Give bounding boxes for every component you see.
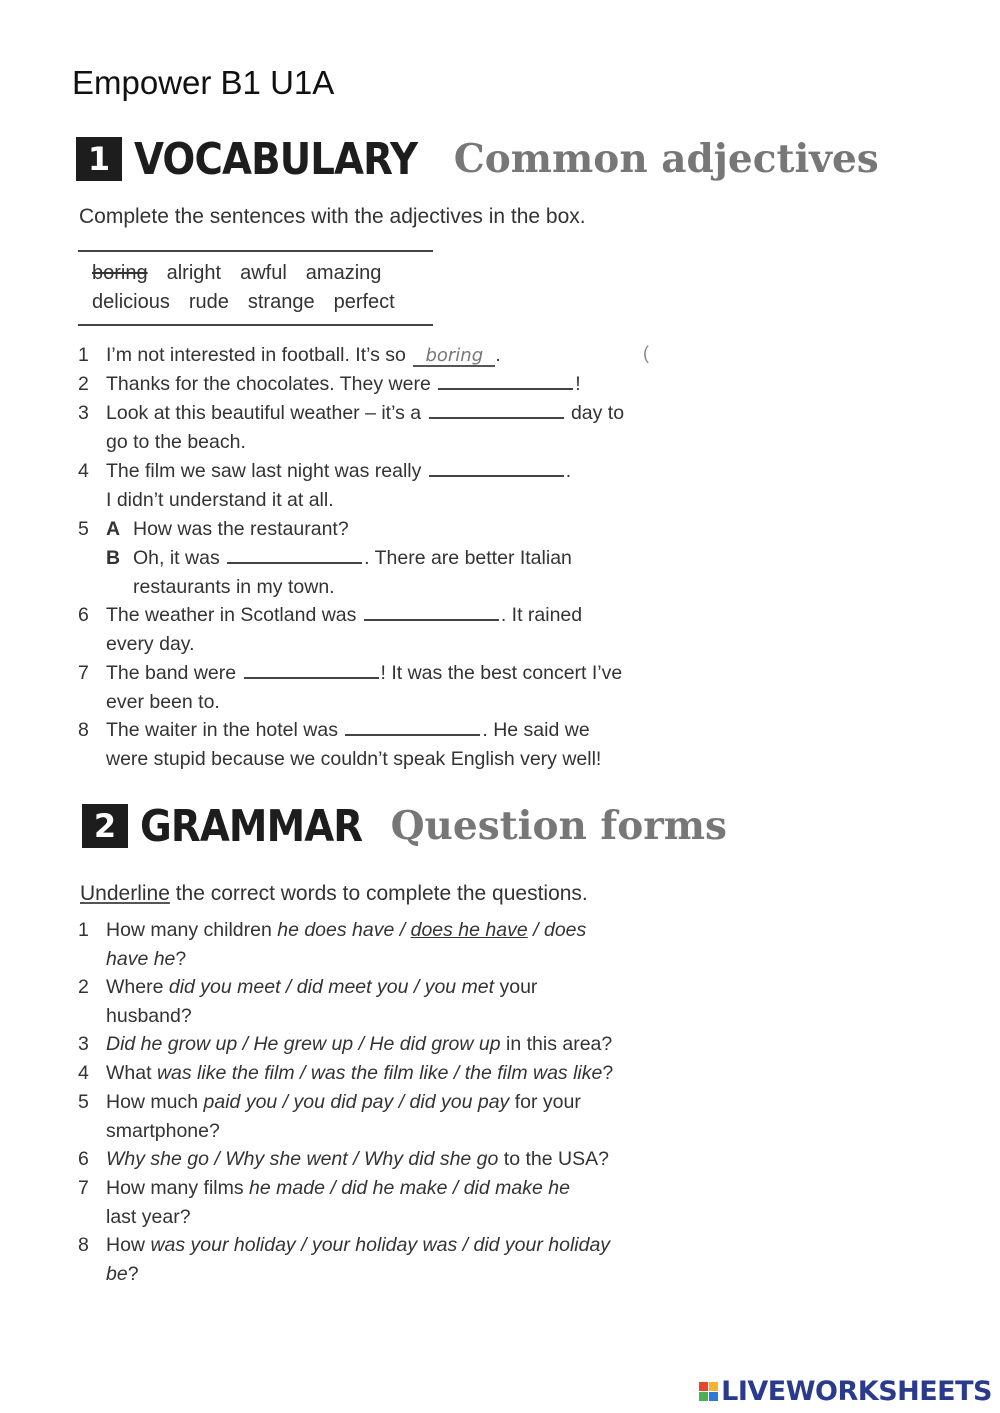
option[interactable]: Did he grow up xyxy=(106,1033,238,1055)
grammar-question-1: 1 How many children he does have / does he have / does have he? xyxy=(78,919,587,970)
word-box-word: rude xyxy=(188,291,229,313)
vocab-question-5: 5 A How was the restaurant? B Oh, it was . There are better Italian restaurants in my town. xyxy=(78,518,572,598)
liveworksheets-icon xyxy=(699,1382,718,1401)
grammar-question-4: 4 What was like the film / was the film like / the film was like? xyxy=(78,1062,614,1084)
option[interactable]: was your holiday xyxy=(150,1234,296,1256)
word-box-word: perfect xyxy=(333,291,395,313)
option[interactable]: was like the film xyxy=(156,1062,295,1084)
option[interactable]: did make he xyxy=(463,1177,570,1199)
option[interactable]: he does have xyxy=(277,919,395,941)
grammar-question-2: 2 Where did you meet / did meet you / you met your husband? xyxy=(78,976,538,1027)
word-box-word: awful xyxy=(240,262,287,284)
section-title: GRAMMAR xyxy=(140,800,363,852)
grammar-question-3: 3 Did he grow up / He grew up / He did grow up in this area? xyxy=(78,1033,613,1055)
grammar-question-8: 8 How was your holiday / your holiday was / did your holiday be? xyxy=(78,1234,611,1285)
answer-blank-filled[interactable]: boring xyxy=(413,347,495,367)
option[interactable]: did your holiday xyxy=(473,1234,611,1256)
word-box-word: delicious xyxy=(92,291,170,313)
option[interactable]: Why she went xyxy=(225,1148,348,1170)
option[interactable]: Why she go xyxy=(106,1148,209,1170)
vocab-question-1: 1 I’m not interested in football. It’s so boring . xyxy=(78,344,501,366)
vocab-question-7: 7 The band were ! It was the best concert I’ve ever been to. xyxy=(78,659,622,717)
stray-parenthesis: ( xyxy=(643,343,649,363)
option[interactable]: did he make xyxy=(341,1177,448,1199)
section-subtitle: Common adjectives xyxy=(453,136,879,182)
liveworksheets-logo xyxy=(699,1376,992,1407)
option[interactable]: was the film like xyxy=(310,1062,449,1084)
option[interactable]: you did pay xyxy=(293,1091,394,1113)
option[interactable]: He did grow up xyxy=(369,1033,501,1055)
grammar-section-header xyxy=(76,801,727,851)
option[interactable]: did you meet xyxy=(168,976,281,998)
option[interactable]: the film was like xyxy=(464,1062,603,1084)
word-box-word: boring xyxy=(92,262,148,284)
answer-blank[interactable] xyxy=(244,659,379,679)
answer-blank[interactable] xyxy=(345,716,480,736)
section-title: VOCABULARY xyxy=(134,133,418,185)
option-selected[interactable]: does he have xyxy=(410,919,528,941)
vocab-question-6: 6 The weather in Scotland was . It rained every day. xyxy=(78,601,582,659)
section-subtitle: Question forms xyxy=(390,803,727,849)
option[interactable]: your holiday was xyxy=(311,1234,458,1256)
word-box xyxy=(78,250,433,326)
grammar-question-6: 6 Why she go / Why she went / Why did she go to the USA? xyxy=(78,1148,609,1170)
grammar-instruction: Underline the correct words to complete the questions. xyxy=(80,882,588,905)
answer-blank[interactable] xyxy=(227,544,362,564)
option[interactable]: did you pay xyxy=(409,1091,510,1113)
option[interactable]: does xyxy=(543,919,587,941)
option[interactable]: he made xyxy=(249,1177,325,1199)
answer-blank[interactable] xyxy=(438,370,573,390)
option-continued[interactable]: have he xyxy=(106,947,176,970)
section-number-badge: 1 xyxy=(76,137,122,181)
grammar-question-5: 5 How much paid you / you did pay / did you pay for your smartphone? xyxy=(78,1091,581,1142)
answer-blank[interactable] xyxy=(429,457,564,477)
vocabulary-instruction: Complete the sentences with the adjectives in the box. xyxy=(79,205,586,228)
vocab-question-4: 4 The film we saw last night was really . I didn’t understand it at all. xyxy=(78,457,571,515)
logo-text: LIVEWORKSHEETS xyxy=(721,1376,992,1407)
option[interactable]: did meet you xyxy=(296,976,409,998)
word-box-word: alright xyxy=(166,262,222,284)
option[interactable]: He grew up xyxy=(253,1033,354,1055)
grammar-question-7: 7 How many films he made / did he make / did make he last year? xyxy=(78,1177,570,1228)
word-box-row-2 xyxy=(92,291,414,314)
vocab-question-3: 3 Look at this beautiful weather – it’s a day to go to the beach. xyxy=(78,399,624,457)
vocab-question-8: 8 The waiter in the hotel was . He said we were stupid because we couldn’t speak English very well! xyxy=(78,716,601,774)
option[interactable]: Why did she go xyxy=(363,1148,499,1170)
vocabulary-section-header xyxy=(76,134,879,184)
vocab-question-2: 2 Thanks for the chocolates. They were ! xyxy=(78,370,581,399)
section-number-badge: 2 xyxy=(82,804,128,848)
word-box-word: amazing xyxy=(305,262,382,284)
option-continued[interactable]: be xyxy=(106,1262,128,1285)
option[interactable]: paid you xyxy=(203,1091,278,1113)
word-box-word: strange xyxy=(247,291,315,313)
option[interactable]: you met xyxy=(424,976,495,998)
document-title: Empower B1 U1A xyxy=(72,64,335,101)
answer-blank[interactable] xyxy=(429,399,564,419)
answer-blank[interactable] xyxy=(364,601,499,621)
word-box-row-1 xyxy=(92,262,400,285)
